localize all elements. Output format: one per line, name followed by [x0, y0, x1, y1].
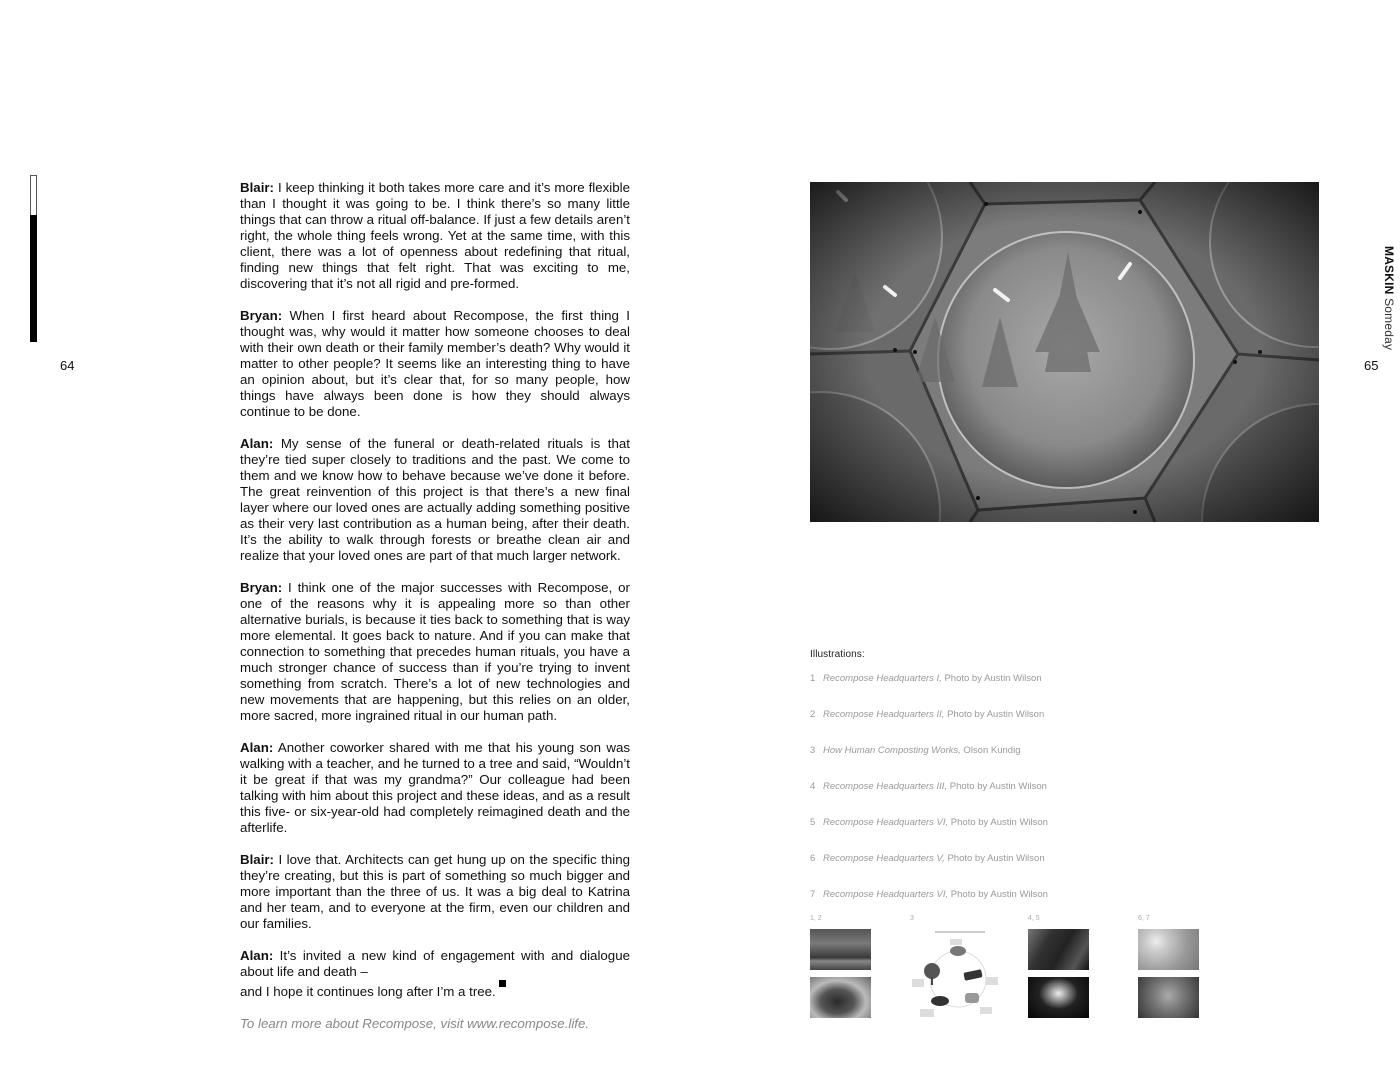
paragraph [240, 852, 630, 932]
thumbnail-1[interactable] [810, 929, 871, 970]
thumbnail-2[interactable] [810, 977, 871, 1018]
interview-article [240, 180, 630, 1048]
end-of-article-mark [499, 980, 506, 987]
paragraph-text: It’s invited a new kind of engagement with and dialogue about life and death – [240, 948, 630, 979]
illustration-credit: 5 Recompose Headquarters VI, Photo by Austin Wilson [810, 817, 1048, 828]
thumbnail-5[interactable] [1028, 977, 1089, 1018]
hexagon-vessels-illustration [810, 182, 1319, 522]
paragraph-text: I think one of the major successes with Recompose, or one of the reasons why it is appealing more so than other alternative burials, is because it ties back to something that is way more elemental. It goes back to nature. And if you can make that connection to something that precedes human rituals, you have a much stronger chance of success than if you’re trying to invent something from scratch. There’s a lot of new technologies and new movements that are happening, but this relies on an older, more sacred, more ingrained ritual in our human path. [240, 580, 630, 723]
speaker-name: Blair: [240, 180, 274, 195]
hero-photo [810, 182, 1319, 522]
speaker-name: Blair: [240, 852, 274, 867]
speaker-name: Bryan: [240, 580, 283, 595]
final-paragraph [240, 948, 630, 1000]
speaker-name: Alan: [240, 436, 274, 451]
paragraph-text: When I first heard about Recompose, the first thing I thought was, why would it matter how someone chooses to deal with their own death or their family member’s death? Why would it matter to other people? It seems like an interesting thing to have an opinion about, but it’s clear that, for so many people, how things have always been done is how they should always continue to be done. [240, 308, 630, 419]
paragraph [240, 180, 630, 292]
paragraph [240, 580, 630, 724]
thumbnail-group-1-2: 1, 2 [810, 915, 871, 1025]
closing-note: To learn more about Recompose, visit www.recompose.life. [240, 1016, 590, 1031]
paragraph [240, 308, 630, 420]
illustration-credit: 6 Recompose Headquarters V, Photo by Austin Wilson [810, 853, 1045, 864]
magazine-brand: MASKIN [1382, 246, 1396, 295]
illustrations-list [810, 673, 1210, 925]
thumbnail-group-6-7: 6, 7 [1138, 915, 1199, 1025]
page-number-left: 64 [60, 358, 75, 373]
issue-title: Someday [1382, 298, 1396, 351]
thumbnail-4[interactable] [1028, 929, 1089, 970]
paragraph-text: and I hope it continues long after I’m a tree. [240, 984, 496, 999]
illustration-credit: 2 Recompose Headquarters II, Photo by Austin Wilson [810, 709, 1045, 720]
speaker-name: Alan: [240, 948, 274, 963]
paragraph-text: I love that. Architects can get hung up on the specific thing they’re creating, but this is part of something so much bigger and more important than the three of us. It was a big deal to Katrina and her team, and to everyone at the firm, even our children and our families. [240, 852, 630, 931]
illustration-credit: 7 Recompose Headquarters VI, Photo by Austin Wilson [810, 889, 1048, 900]
illustration-credit: 3 How Human Composting Works, Olson Kundig [810, 745, 1021, 756]
page-number-right: 65 [1364, 358, 1379, 373]
thumbnail-group-3: 3 [910, 915, 1010, 1021]
paragraph-text: My sense of the funeral or death-related rituals is that they’re tied super closely to traditions and the past. We come to them and we know how to behave because we’ve done it before. The great reinvention of this project is that there’s a new final layer where our loved ones are actually adding something positive as their very last contribution as a human being, after their death. It’s the ability to walk through forests or breathe clean air and realize that your loved ones are part of that much larger network. [240, 436, 630, 563]
reading-progress-bar[interactable] [30, 175, 37, 342]
illustration-credit: 4 Recompose Headquarters III, Photo by Austin Wilson [810, 781, 1047, 792]
running-head [1382, 246, 1396, 350]
speaker-name: Alan: [240, 740, 274, 755]
thumbnail-7[interactable] [1138, 977, 1199, 1018]
paragraph [240, 740, 630, 836]
thumbnail-6[interactable] [1138, 929, 1199, 970]
paragraph-text: I keep thinking it both takes more care and it’s more flexible than I thought it was going to be. I think there’s so many little things that can throw a ritual off-balance. If just a few details aren’t right, the whole thing feels wrong. Yet at the same time, with this client, there was a lot of openness about redefining that ritual, finding new things that felt right. That was exciting to me, discovering that it’s not all rigid and pre-formed. [240, 180, 630, 291]
paragraph [240, 436, 630, 564]
reading-progress-fill [30, 215, 37, 342]
illustrations-heading: Illustrations: [810, 649, 865, 660]
paragraph-text: Another coworker shared with me that his young son was walking with a teacher, and he turned to a tree and said, “Wouldn’t it be great if that was my grandma?” Our colleague had been talking with him about this project and these ideas, and as a result this five- or six-year-old had completely reimagined death and the afterlife. [240, 740, 630, 835]
composting-cycle-diagram-thumbnail[interactable] [910, 929, 1010, 1021]
speaker-name: Bryan: [240, 308, 283, 323]
illustration-credit: 1 Recompose Headquarters I, Photo by Austin Wilson [810, 673, 1042, 684]
thumbnail-group-4-5: 4, 5 [1028, 915, 1089, 1025]
